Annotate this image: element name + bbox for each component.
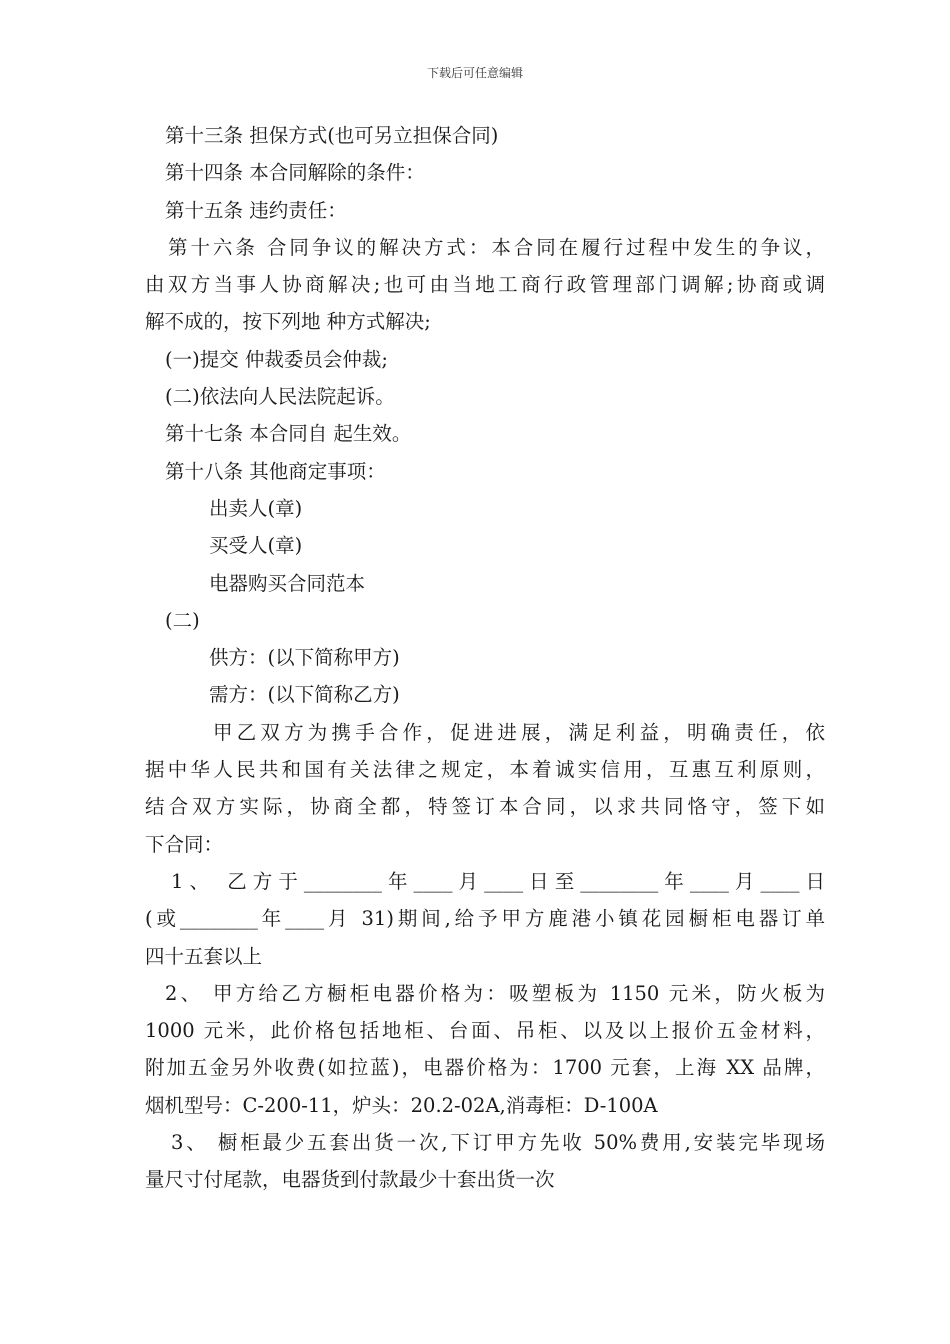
clause-3-line-1: 3、 橱柜最少五套出货一次,下订甲方先收 50%费用,安装完毕现场 xyxy=(171,1131,825,1155)
supplier-party: 供方：(以下简称甲方) xyxy=(209,646,400,670)
page-header: 下载后可任意编辑 xyxy=(426,66,523,80)
seller-seal: 出卖人(章) xyxy=(209,496,303,520)
clause-2-line-1: 2、 甲方给乙方橱柜电器价格为：吸塑板为 1150 元米，防火板为 xyxy=(165,981,825,1005)
article-14: 第十四条 本合同解除的条件： xyxy=(165,161,425,185)
clause-2-line-4: 烟机型号：C-200-11，炉头：20.2-02A,消毒柜：D-100A xyxy=(145,1093,658,1117)
clause-2-line-2: 1000 元米，此价格包括地柜、台面、吊柜、以及以上报价五金材料， xyxy=(145,1019,825,1043)
clause-1-line-3: 四十五套以上 xyxy=(145,944,263,968)
article-15: 第十五条 违约责任： xyxy=(165,198,347,222)
article-16-line-2: 由双方当事人协商解决;也可由当地工商行政管理部门调解;协商或调 xyxy=(145,273,825,297)
section-title: 电器购买合同范本 xyxy=(209,571,366,595)
preamble-line-4: 下合同： xyxy=(145,832,224,856)
article-16-line-3: 解不成的，按下列地 种方式解决; xyxy=(145,310,431,334)
article-13: 第十三条 担保方式(也可另立担保合同) xyxy=(165,124,499,147)
article-18: 第十八条 其他商定事项： xyxy=(165,459,386,483)
buyer-seal: 买受人(章) xyxy=(209,534,303,558)
clause-3-line-2: 量尺寸付尾款，电器货到付款最少十套出货一次 xyxy=(145,1168,555,1192)
clause-1-line-2: (或________年____月 31)期间,给予甲方鹿港小镇花园橱柜电器订单 xyxy=(145,907,825,931)
clause-2-line-3: 附加五金另外收费(如拉蓝)，电器价格为：1700 元套，上海 XX 品牌， xyxy=(145,1056,825,1080)
article-17: 第十七条 本合同自 起生效。 xyxy=(165,422,412,446)
article-16-line-1: 第十六条 合同争议的解决方式：本合同在履行过程中发生的争议， xyxy=(168,235,825,259)
preamble-line-3: 结合双方实际，协商全都，特签订本合同，以求共同恪守，签下如 xyxy=(145,795,825,819)
preamble-line-1: 甲乙双方为携手合作，促进进展，满足利益，明确责任，依 xyxy=(213,720,825,744)
dispute-option-1: (一)提交 仲裁委员会仲裁; xyxy=(165,347,388,371)
document-body xyxy=(145,117,825,1199)
dispute-option-2: (二)依法向人民法院起诉。 xyxy=(165,385,395,409)
demander-party: 需方：(以下简称乙方) xyxy=(209,683,400,707)
preamble-line-2: 据中华人民共和国有关法律之规定，本着诚实信用，互惠互利原则， xyxy=(145,758,825,782)
clause-1-line-1: 1、 乙方于________年____月____日至________年____月____日 xyxy=(171,869,825,893)
section-number: (二) xyxy=(165,608,200,632)
